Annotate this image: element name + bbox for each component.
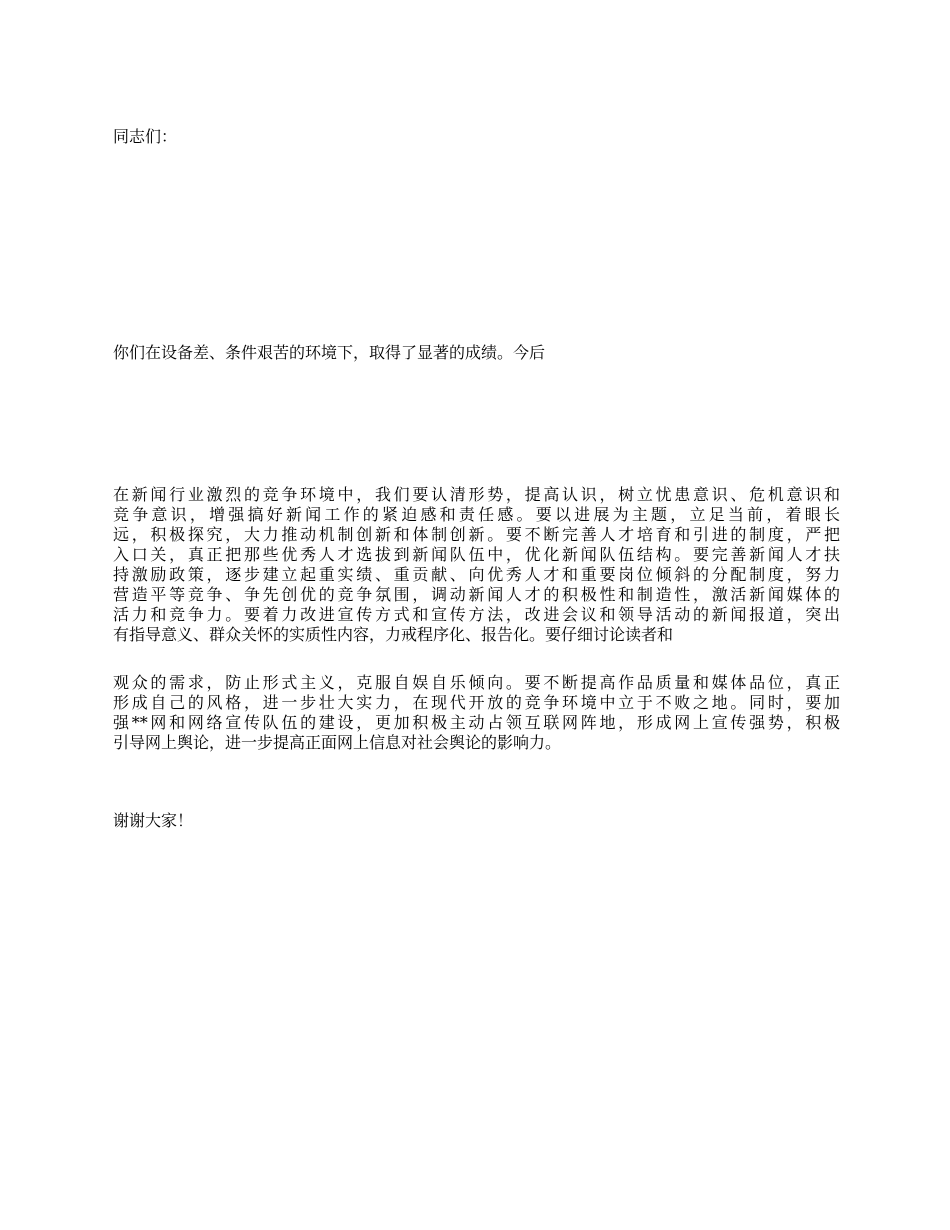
closing-remark: 谢谢大家！ xyxy=(113,811,194,830)
body-paragraph-1 xyxy=(113,485,840,645)
paragraph-line: 强**网和网络宣传队伍的建设，更加积极主动占领互联网阵地，形成网上宣传强势，积极 xyxy=(113,713,840,732)
paragraph-line: 入口关，真正把那些优秀人才选拔到新闻队伍中，优化新闻队伍结构。要完善新闻人才扶 xyxy=(113,545,840,564)
body-paragraph-2 xyxy=(113,673,840,753)
paragraph-line: 有指导意义、群众关怀的实质性内容，力戒程序化、报告化。要仔细讨论读者和 xyxy=(113,625,674,644)
paragraph-line: 观众的需求，防止形式主义，克服自娱自乐倾向。要不断提高作品质量和媒体品位，真正 xyxy=(113,673,840,692)
paragraph-line: 活力和竞争力。要着力改进宣传方式和宣传方法，改进会议和领导活动的新闻报道，突出 xyxy=(113,605,840,624)
paragraph-line: 在新闻行业激烈的竞争环境中，我们要认清形势，提高认识，树立忧患意识、危机意识和 xyxy=(113,485,840,504)
opening-sentence: 你们在设备差、条件艰苦的环境下，取得了显著的成绩。今后 xyxy=(113,343,546,362)
paragraph-line: 形成自己的风格，进一步壮大实力，在现代开放的竞争环境中立于不败之地。同时，要加 xyxy=(113,693,840,712)
paragraph-line: 竞争意识，增强搞好新闻工作的紧迫感和责任感。要以进展为主题，立足当前，着眼长 xyxy=(113,505,840,524)
paragraph-line: 营造平等竞争、争先创优的竞争氛围，调动新闻人才的积极性和制造性，激活新闻媒体的 xyxy=(113,585,840,604)
paragraph-line: 远，积极探究，大力推动机制创新和体制创新。要不断完善人才培育和引进的制度，严把 xyxy=(113,525,840,544)
paragraph-line: 持激励政策，逐步建立起重实绩、重贡献、向优秀人才和重要岗位倾斜的分配制度，努力 xyxy=(113,565,840,584)
paragraph-line: 引导网上舆论，进一步提高正面网上信息对社会舆论的影响力。 xyxy=(113,733,562,752)
salutation: 同志们： xyxy=(113,127,178,146)
